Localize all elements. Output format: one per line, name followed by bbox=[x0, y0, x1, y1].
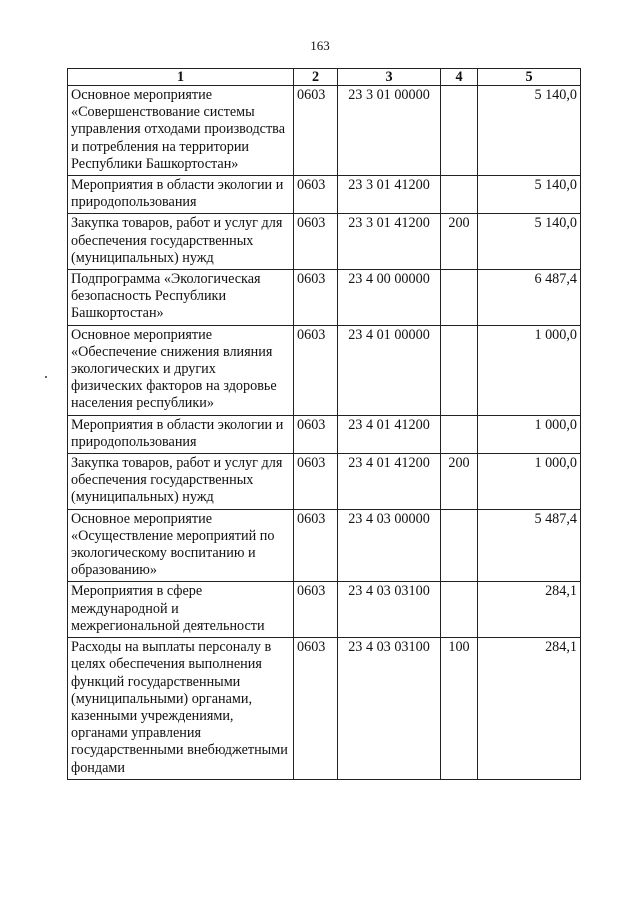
row-amount: 1 000,0 bbox=[478, 415, 581, 453]
column-header: 4 bbox=[441, 69, 478, 86]
budget-table bbox=[67, 68, 581, 780]
column-header: 5 bbox=[478, 69, 581, 86]
table-row bbox=[68, 86, 581, 176]
row-amount: 5 487,4 bbox=[478, 509, 581, 582]
row-section: 0603 bbox=[294, 454, 338, 510]
row-target-code: 23 3 01 00000 bbox=[338, 86, 441, 176]
table-row bbox=[68, 214, 581, 270]
table-row bbox=[68, 325, 581, 415]
row-amount: 284,1 bbox=[478, 582, 581, 638]
row-target-code: 23 4 01 41200 bbox=[338, 415, 441, 453]
row-amount: 5 140,0 bbox=[478, 176, 581, 214]
row-expense-type bbox=[441, 176, 478, 214]
row-name: Расходы на выплаты персоналу в целях обеспечения выполнения функций государственными (муниципальными) органами, казенными учреждениями, органами управления государственными внебюджетными фондами bbox=[68, 638, 294, 780]
row-expense-type bbox=[441, 325, 478, 415]
table-row bbox=[68, 582, 581, 638]
row-amount: 6 487,4 bbox=[478, 270, 581, 326]
row-name: Закупка товаров, работ и услуг для обеспечения государственных (муниципальных) нужд bbox=[68, 454, 294, 510]
row-expense-type bbox=[441, 86, 478, 176]
row-name: Основное мероприятие «Совершенствование системы управления отходами производства и потребления на территории Республики Башкортостан» bbox=[68, 86, 294, 176]
row-name: Закупка товаров, работ и услуг для обеспечения государственных (муниципальных) нужд bbox=[68, 214, 294, 270]
table-row bbox=[68, 509, 581, 582]
row-target-code: 23 4 01 00000 bbox=[338, 325, 441, 415]
scan-dot bbox=[45, 376, 47, 378]
row-section: 0603 bbox=[294, 582, 338, 638]
column-header: 1 bbox=[68, 69, 294, 86]
row-section: 0603 bbox=[294, 638, 338, 780]
row-expense-type bbox=[441, 270, 478, 326]
row-target-code: 23 3 01 41200 bbox=[338, 176, 441, 214]
row-expense-type: 100 bbox=[441, 638, 478, 780]
table-row bbox=[68, 270, 581, 326]
row-name: Мероприятия в области экологии и природопользования bbox=[68, 176, 294, 214]
row-name: Мероприятия в сфере международной и межрегиональной деятельности bbox=[68, 582, 294, 638]
row-amount: 5 140,0 bbox=[478, 214, 581, 270]
row-amount: 1 000,0 bbox=[478, 325, 581, 415]
row-expense-type: 200 bbox=[441, 454, 478, 510]
row-target-code: 23 4 00 00000 bbox=[338, 270, 441, 326]
row-target-code: 23 4 03 00000 bbox=[338, 509, 441, 582]
column-header: 3 bbox=[338, 69, 441, 86]
row-expense-type: 200 bbox=[441, 214, 478, 270]
row-amount: 284,1 bbox=[478, 638, 581, 780]
table-row bbox=[68, 638, 581, 780]
row-amount: 1 000,0 bbox=[478, 454, 581, 510]
table-row bbox=[68, 415, 581, 453]
page-number: 163 bbox=[310, 38, 330, 53]
row-name: Основное мероприятие «Обеспечение снижения влияния экологических и других физических факторов на здоровье населения республики» bbox=[68, 325, 294, 415]
row-name: Мероприятия в области экологии и природопользования bbox=[68, 415, 294, 453]
table-header-row bbox=[68, 69, 581, 86]
row-section: 0603 bbox=[294, 415, 338, 453]
table-row bbox=[68, 176, 581, 214]
row-section: 0603 bbox=[294, 509, 338, 582]
row-section: 0603 bbox=[294, 176, 338, 214]
row-expense-type bbox=[441, 415, 478, 453]
row-amount: 5 140,0 bbox=[478, 86, 581, 176]
row-name: Основное мероприятие «Осуществление мероприятий по экологическому воспитанию и образованию» bbox=[68, 509, 294, 582]
row-target-code: 23 4 01 41200 bbox=[338, 454, 441, 510]
row-expense-type bbox=[441, 509, 478, 582]
row-target-code: 23 4 03 03100 bbox=[338, 582, 441, 638]
row-expense-type bbox=[441, 582, 478, 638]
row-section: 0603 bbox=[294, 214, 338, 270]
row-name: Подпрограмма «Экологическая безопасность Республики Башкортостан» bbox=[68, 270, 294, 326]
table-row bbox=[68, 454, 581, 510]
column-header: 2 bbox=[294, 69, 338, 86]
row-section: 0603 bbox=[294, 86, 338, 176]
row-target-code: 23 4 03 03100 bbox=[338, 638, 441, 780]
row-section: 0603 bbox=[294, 270, 338, 326]
row-target-code: 23 3 01 41200 bbox=[338, 214, 441, 270]
row-section: 0603 bbox=[294, 325, 338, 415]
